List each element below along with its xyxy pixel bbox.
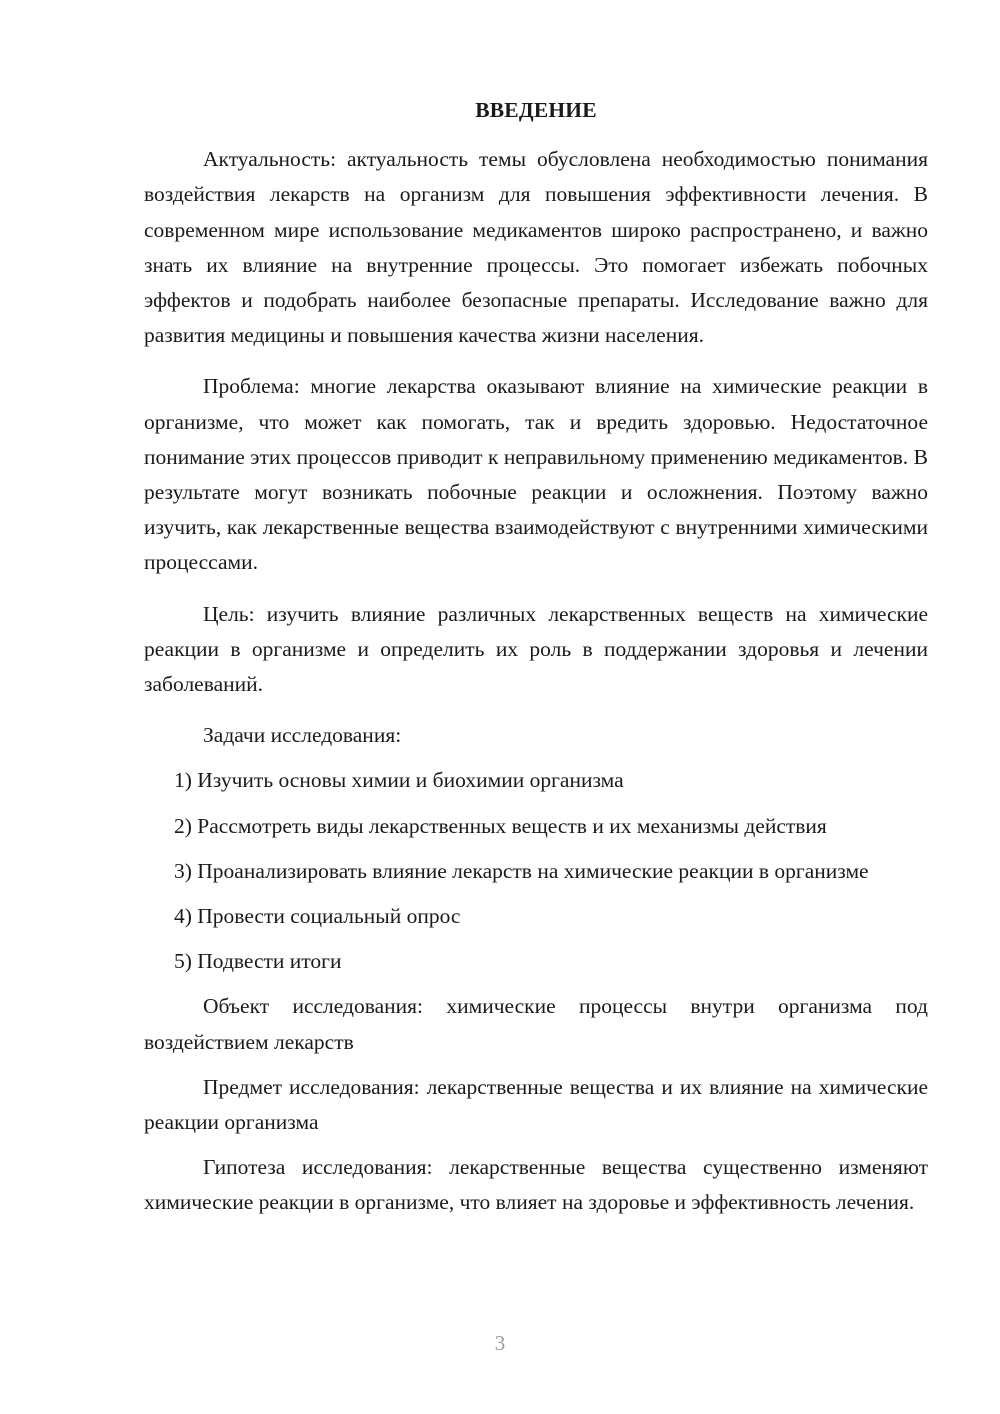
- page-number: 3: [494, 1331, 506, 1355]
- object-paragraph: Объект исследования: химические процессы внутри организма под воздействием лекарств: [144, 994, 928, 1054]
- task-item: 2) Рассмотреть виды лекарственных веществ и их механизмы действия: [174, 813, 827, 838]
- problem-paragraph: Проблема: многие лекарства оказывают влияние на химические реакции в организме, что может как помогать, так и вредить здоровью. Недостаточное понимание этих процессов приводит к неправильному применению медикаментов. В результате могут возникать побочные реакции и осложнения. Поэтому важно изучить, как лекарственные вещества взаимодействуют с внутренними химическими процессами.: [144, 374, 928, 575]
- task-item: 4) Провести социальный опрос: [174, 904, 461, 929]
- page-content: [144, 93, 928, 1231]
- goal-paragraph: Цель: изучить влияние различных лекарственных веществ на химические реакции в организме и определить их роль в поддержании здоровья и лечении заболеваний.: [144, 601, 928, 697]
- tasks-heading: Задачи исследования:: [203, 723, 402, 748]
- subject-paragraph: Предмет исследования: лекарственные вещества и их влияние на химические реакции организма: [144, 1074, 928, 1135]
- task-item: 5) Подвести итоги: [174, 949, 342, 974]
- relevance-paragraph: Актуальность: актуальность темы обусловлена необходимостью понимания воздействия лекарств на организм для повышения эффективности лечения. В современном мире использование медикаментов широко распространено, и важно знать их влияние на внутренние процессы. Это помогает избежать побочных эффектов и подобрать наиболее безопасные препараты. Исследование важно для развития медицины и повышения качества жизни населения.: [144, 147, 928, 348]
- task-item: 3) Проанализировать влияние лекарств на химические реакции в организме: [174, 858, 869, 883]
- task-item: 1) Изучить основы химии и биохимии организма: [174, 768, 624, 793]
- hypothesis-paragraph: Гипотеза исследования: лекарственные вещества существенно изменяют химические реакции в организме, что влияет на здоровье и эффективность лечения.: [144, 1155, 928, 1215]
- section-title: ВВЕДЕНИЕ: [475, 98, 597, 122]
